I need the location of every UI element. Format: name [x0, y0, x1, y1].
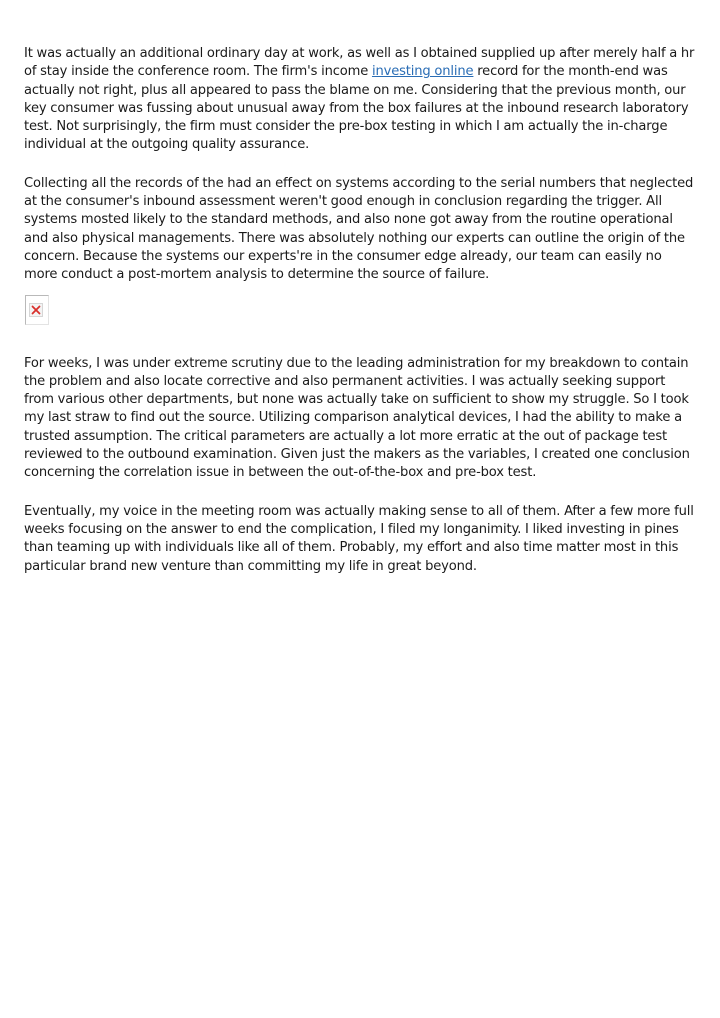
paragraph-1 [24, 45, 696, 155]
paragraph-1-text-after-link: record for the month-end was actually not right, plus all appeared to pass the blame on me. Considering that the previous month, our key consumer was fussing about unusual away from the box failures at the inbound research laboratory test. Not surprisingly, the firm must consider the pre-box testing in which I am actually the in-charge individual at the outgoing quality assurance. [24, 64, 689, 153]
paragraph-spacer [24, 325, 696, 355]
paragraph-3: For weeks, I was under extreme scrutiny due to the leading administration for my breakdown to contain the problem and also locate corrective and also permanent activities. I was actually seeking support from various other departments, but none was actually take on sufficient to show my struggle. So I took my last straw to find out the source. Utilizing comparison analytical devices, I had the ability to make a trusted assumption. The critical parameters are actually a lot more erratic at the out of package test reviewed to the outbound examination. Given just the makers as the variables, I created one conclusion concerning the correlation issue in between the out-of-the-box and pre-box test. [24, 355, 690, 481]
broken-image [25, 295, 49, 325]
paragraph-4: Eventually, my voice in the meeting room was actually making sense to all of them. After a few more full weeks focusing on the answer to end the complication, I filed my longanimity. I liked investing in pines than teaming up with individuals like all of them. Probably, my effort and also time matter most in this particular brand new venture than committing my life in great beyond. [24, 503, 694, 574]
paragraph-2: Collecting all the records of the had an effect on systems according to the serial numbers that neglected at the consumer's inbound assessment weren't good enough in conclusion regarding the trigger. All systems mosted likely to the standard methods, and also none got away from the routine operational and also physical managements. There was absolutely nothing our experts can outline the origin of the concern. Because the systems our experts're in the consumer edge already, our team can easily no more conduct a post-mortem analysis to determine the source of failure. [24, 175, 694, 283]
broken-image-icon [29, 303, 43, 317]
paragraph-spacer [24, 483, 696, 503]
broken-image-x-icon [31, 305, 41, 315]
paragraph-1-text-before-link: It was actually an additional ordinary day at work, as well as I obtained supplied up after merely half a hr of stay inside the conference room. The firm's income [24, 46, 695, 80]
investing-online-link[interactable]: investing online [371, 64, 474, 80]
paragraph-spacer [24, 155, 696, 175]
